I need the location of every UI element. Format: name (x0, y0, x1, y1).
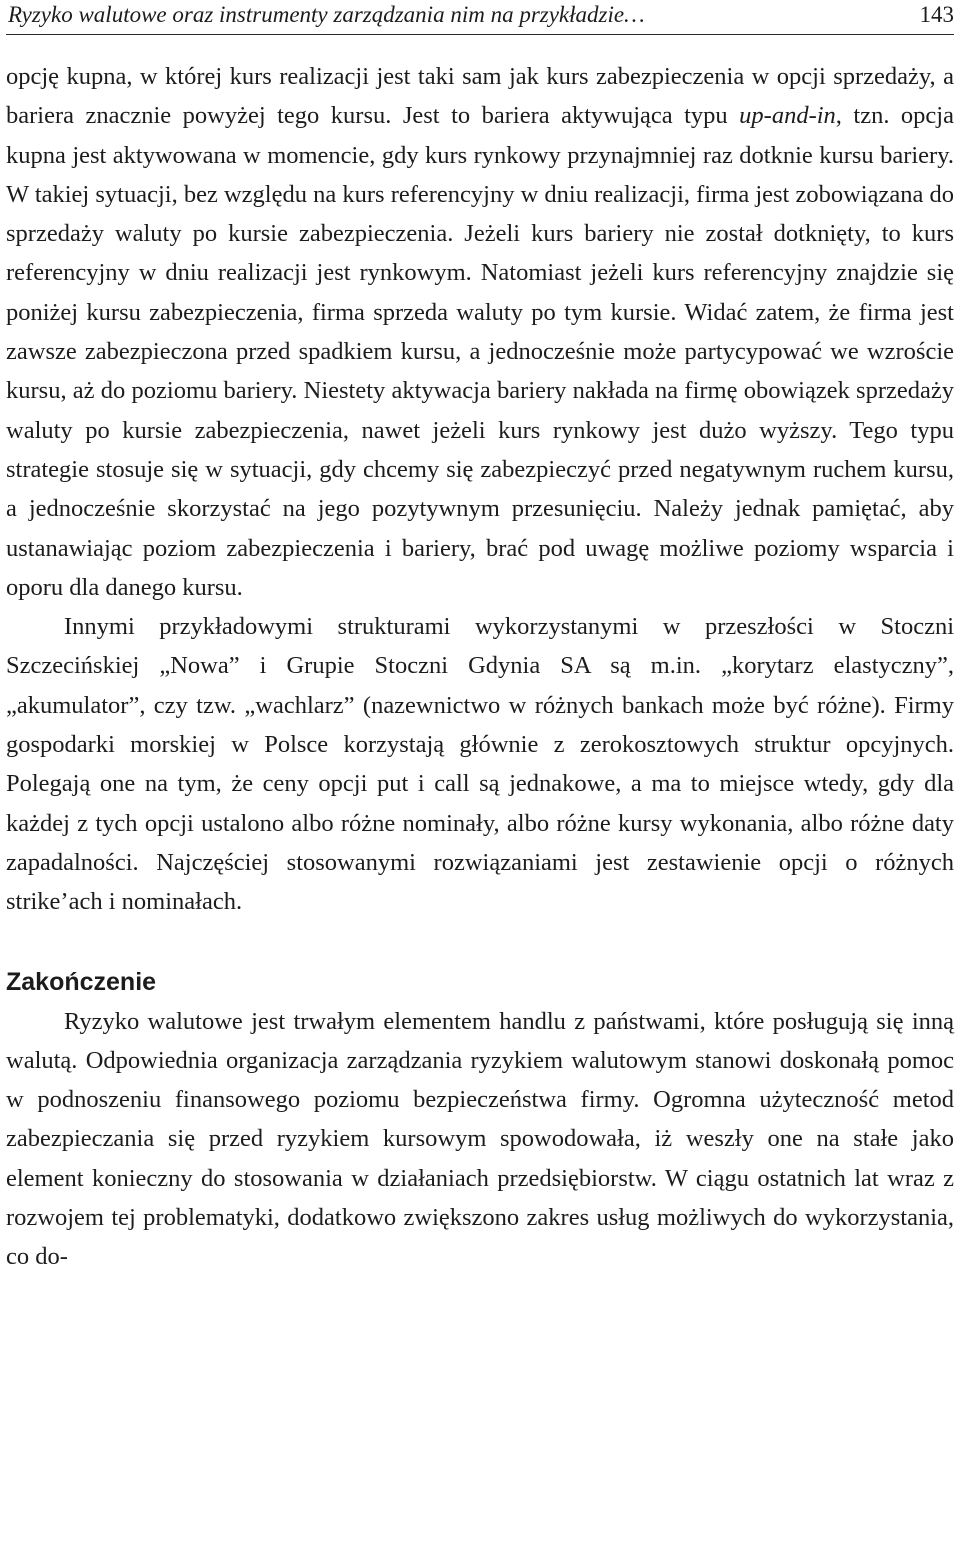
running-title: Ryzyko walutowe oraz instrumenty zarządzania nim na przykładzie… (8, 2, 645, 27)
italic-term: up-and-in (739, 102, 836, 130)
paragraph-barrier-option (6, 57, 954, 607)
paragraph-text: opcję kupna, w której kurs realizacji jest taki sam jak kurs zabezpieczenia w opcji sprzedaży, a bariera znacznie powyżej tego kursu. Jest to bariera aktywująca typu (6, 63, 954, 130)
book-page (6, 0, 954, 1277)
paragraph-conclusion: Ryzyko walutowe jest trwałym elementem handlu z państwami, które posługują się inną walutą. Odpowiednia organizacja zarządzania ryzykiem walutowym stanowi doskonałą pomoc w podnoszeniu finansowego poziomu bezpieczeństwa firmy. Ogromna użyteczność metod zabezpieczania się przed ryzykiem kursowym spowodowała, iż weszły one na stałe jako element konieczny do stosowania w działaniach przedsiębiorstw. W ciągu ostatnich lat wraz z rozwojem tej problematyki, dodatkowo zwiększono zakres usług możliwych do wykorzystania, co do- (6, 1007, 954, 1271)
paragraph-other-structures: Innymi przykładowymi strukturami wykorzystanymi w przeszłości w Stoczni Szczecińskiej „Nowa” i Grupie Stoczni Gdynia SA są m.in. „korytarz elastyczny”, „akumulator”, czy tzw. „wachlarz” (nazewnictwo w różnych bankach może być różne). Firmy gospodarki morskiej w Polsce korzystają głównie z zerokosztowych struktur opcyjnych. Polegają one na tym, że ceny opcji put i call są jednakowe, a ma to miejsce wtedy, gdy dla każdej z tych opcji ustalono albo różne nominały, albo różne kursy wykonania, albo różne daty zapadalności. Najczęściej stosowanymi rozwiązaniami jest zestawienie opcji o różnych strike’ach i nominałach. (6, 613, 954, 916)
page-number: 143 (919, 2, 954, 27)
paragraph-text: , tzn. opcja kupna jest aktywowana w momencie, gdy kurs rynkowy przynajmniej raz dotknie kursu bariery. W takiej sytuacji, bez względu na kurs referencyjny w dniu realizacji, firma jest zobowiązana do sprzedaży waluty po kursie zabezpieczenia. Jeżeli kurs bariery nie został dotknięty, to kurs referencyjny w dniu realizacji jest rynkowym. Natomiast jeżeli kurs referencyjny znajdzie się poniżej kursu zabezpieczenia, firma sprzeda waluty po tym kursie. Widać zatem, że firma jest zawsze zabezpieczona przed spadkiem kursu, a jednocześnie może partycypować we wzroście kursu, aż do poziomu bariery. Niestety aktywacja bariery nakłada na firmę obowiązek sprzedaży waluty po kursie zabezpieczenia, nawet jeżeli kurs rynkowy jest dużo wyższy. Tego typu strategie stosuje się w sytuacji, gdy chcemy się zabezpieczyć przed negatywnym ruchem kursu, a jednocześnie skorzystać na jego pozytywnym przesunięciu. Należy jednak pamiętać, aby ustanawiając poziom zabezpieczenia i bariery, brać pod uwagę możliwe poziomy wsparcia i oporu dla danego kursu. (6, 102, 954, 601)
section-heading: Zakończenie (6, 967, 157, 996)
page-body (6, 35, 954, 1277)
running-header (6, 0, 954, 35)
